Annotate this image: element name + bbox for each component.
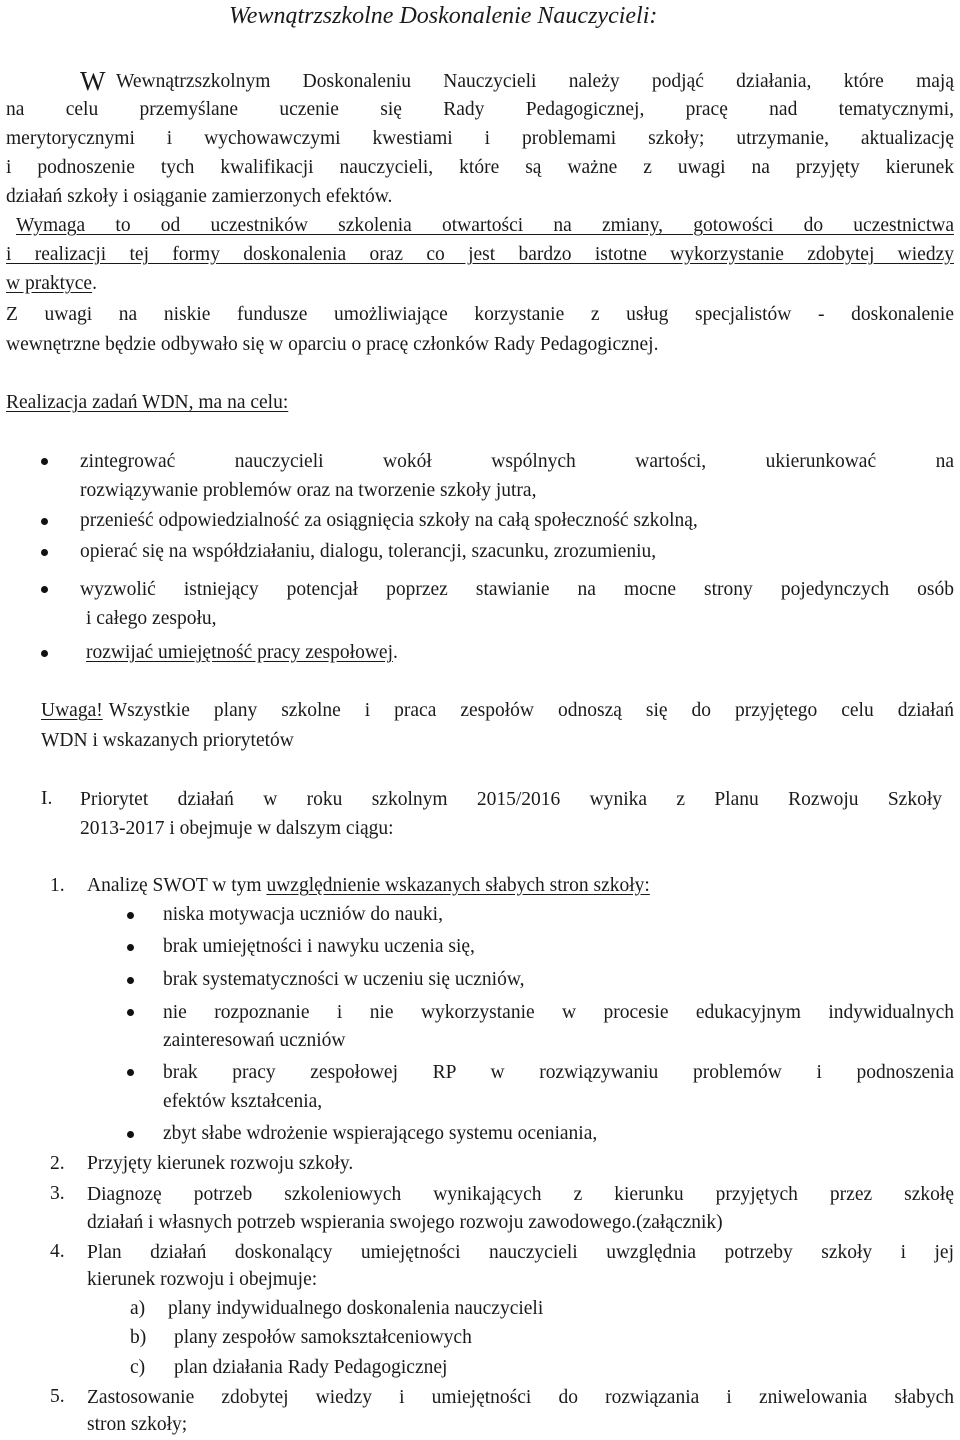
priority-line: Priorytet działań w roku szkolnym 2015/2016 wynika z Planu Rozwoju Szkoły <box>80 789 942 810</box>
bullet-icon <box>41 518 48 525</box>
list-item-text: Zastosowanie zdobytej wiedzy i umiejętności do rozwiązania i zniwelowania słabych <box>87 1387 954 1408</box>
list-item-text: Diagnozę potrzeb szkoleniowych wynikających z kierunku przyjętych przez szkołę <box>87 1184 954 1205</box>
list-item-text: kierunek rozwoju i obejmuje: <box>87 1269 318 1290</box>
bullet-icon <box>127 977 134 984</box>
swot-text: Analizę SWOT w tym <box>87 875 267 896</box>
intro-line: działań szkoły i osiąganie zamierzonych efektów. <box>6 186 393 207</box>
list-marker: 1. <box>50 875 65 896</box>
list-item-text: Przyjęty kierunek rozwoju szkoły. <box>87 1153 354 1174</box>
sub-marker: a) <box>130 1298 146 1319</box>
bullet-icon <box>41 549 48 556</box>
requirement-line: Wymaga to od uczestników szkolenia otwartości na zmiany, gotowości do uczestnictwa <box>16 215 954 236</box>
weakness-item: niska motywacja uczniów do nauki, <box>163 904 443 925</box>
note-line: WDN i wskazanych priorytetów <box>41 730 294 751</box>
goal-item-line: opierać się na współdziałaniu, dialogu, tolerancji, szacunku, zrozumieniu, <box>80 541 657 562</box>
goal-item-line: wyzwolić istniejący potencjał poprzez stawianie na mocne strony pojedynczych osób <box>80 579 954 600</box>
bullet-icon <box>41 650 48 657</box>
goal-item-line: przenieść odpowiedzialność za osiągnięcia szkoły na całą społeczność szkolną, <box>80 510 698 531</box>
sub-item-text: plany indywidualnego doskonalenia nauczycieli <box>168 1298 544 1319</box>
requirement-line: w praktyce <box>6 273 93 294</box>
list-marker: 3. <box>50 1183 65 1204</box>
intro-line: i podnoszenie tych kwalifikacji nauczycieli, które są ważne z uwagi na przyjęty kierunek <box>6 157 954 178</box>
list-marker: 4. <box>50 1241 65 1262</box>
intro-line: merytorycznymi i wychowawczymi kwestiami i problemami szkoły; utrzymanie, aktualizację <box>6 128 954 149</box>
bullet-icon <box>127 1009 134 1016</box>
note-label: Uwaga! <box>41 700 103 721</box>
sub-item-text: plan działania Rady Pedagogicznej <box>174 1357 448 1378</box>
intro-line: Wewnątrzszkolnym Doskonaleniu Nauczycieli należy podjąć działania, które mają <box>116 71 954 92</box>
note-line: Wszystkie plany szkolne i praca zespołów odnoszą się do przyjętego celu działań <box>108 700 954 721</box>
priority-line: 2013-2017 i obejmuje w dalszym ciągu: <box>80 818 394 839</box>
list-marker: 2. <box>50 1153 65 1174</box>
list-marker: 5. <box>50 1386 65 1407</box>
goals-heading: Realizacja zadań WDN, ma na celu: <box>6 392 289 413</box>
intro-dropcap: W <box>80 66 106 96</box>
funds-line: Z uwagi na niskie fundusze umożliwiające korzystanie z usług specjalistów - doskonalenie <box>6 304 954 325</box>
bullet-icon <box>127 1131 134 1138</box>
goal-item-line: i całego zespołu, <box>86 608 217 629</box>
funds-line: wewnętrzne będzie odbywało się w oparciu o pracę członków Rady Pedagogicznej. <box>6 334 659 355</box>
weakness-item-cont: efektów kształcenia, <box>163 1091 323 1112</box>
goal-item-end: . <box>393 642 398 663</box>
goal-item-line: rozwiązywanie problemów oraz na tworzenie szkoły jutra, <box>80 480 537 501</box>
bullet-icon <box>127 912 134 919</box>
weakness-item: zbyt słabe wdrożenie wspierającego systemu oceniania, <box>163 1123 598 1144</box>
sub-item-text: plany zespołów samokształceniowych <box>174 1327 472 1348</box>
bullet-icon <box>127 1069 134 1076</box>
weakness-item: brak pracy zespołowej RP w rozwiązywaniu problemów i podnoszenia <box>163 1062 954 1083</box>
priority-marker: I. <box>41 788 53 809</box>
goal-item-line: rozwijać umiejętność pracy zespołowej <box>86 642 394 663</box>
page-title: Wewnątrzszkolne Doskonalenie Nauczycieli: <box>229 3 658 29</box>
sub-marker: c) <box>130 1357 146 1378</box>
bullet-icon <box>41 586 48 593</box>
requirement-line: i realizacji tej formy doskonalenia oraz co jest bardzo istotne wykorzystanie zdobytej wiedzy <box>6 244 954 265</box>
swot-text-underlined: uwzględnienie wskazanych słabych stron szkoły: <box>266 875 650 896</box>
weakness-item-cont: zainteresowań uczniów <box>163 1030 346 1051</box>
weakness-item: brak systematyczności w uczeniu się uczniów, <box>163 969 525 990</box>
list-item-text: Plan działań doskonalący umiejętności nauczycieli uwzględnia potrzeby szkoły i jej <box>87 1242 954 1263</box>
intro-line: na celu przemyślane uczenie się Rady Pedagogicznej, pracę nad tematycznymi, <box>6 99 954 120</box>
requirement-end: . <box>92 273 97 294</box>
bullet-icon <box>41 458 48 465</box>
bullet-icon <box>127 944 134 951</box>
goal-item-line: zintegrować nauczycieli wokół wspólnych wartości, ukierunkować na <box>80 451 954 472</box>
list-item-text: działań i własnych potrzeb wspierania swojego rozwoju zawodowego.(załącznik) <box>87 1212 723 1233</box>
weakness-item: brak umiejętności i nawyku uczenia się, <box>163 936 475 957</box>
list-item-text: stron szkoły; <box>87 1414 188 1435</box>
sub-marker: b) <box>130 1327 147 1348</box>
weakness-item: nie rozpoznanie i nie wykorzystanie w procesie edukacyjnym indywidualnych <box>163 1002 954 1023</box>
